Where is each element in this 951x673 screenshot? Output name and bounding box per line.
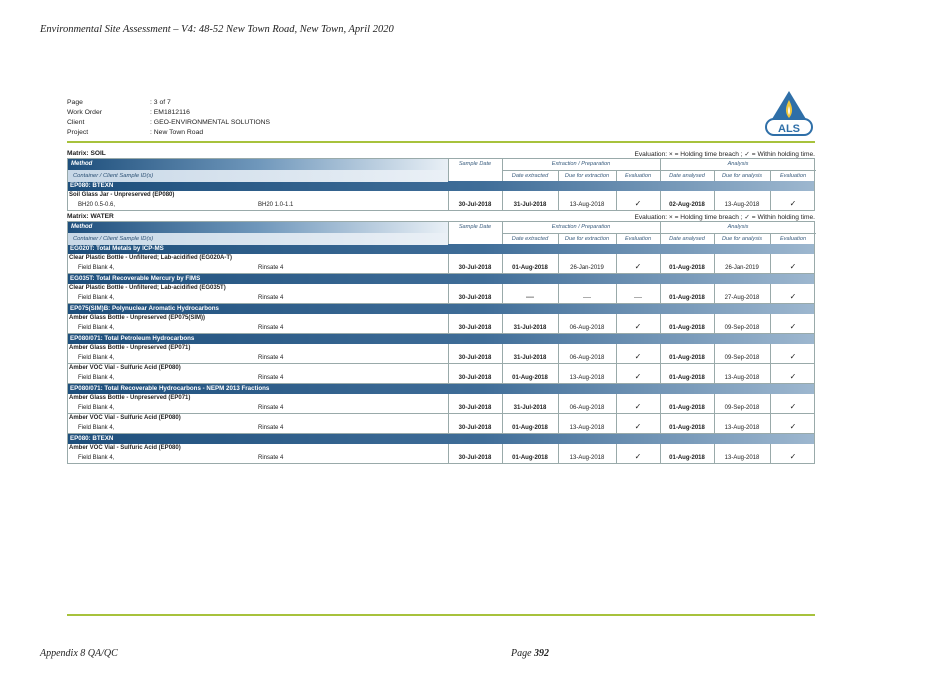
table-row bbox=[67, 364, 815, 384]
header-divider bbox=[714, 233, 715, 244]
date-extracted-cell: 31-Jul-2018 bbox=[513, 325, 547, 331]
due-extraction-header: Due for extraction bbox=[564, 173, 610, 179]
date-extracted-header: Date extracted bbox=[511, 236, 549, 242]
date-analysed-header: Date analysed bbox=[669, 173, 705, 179]
sample-id: Field Blank 4, bbox=[78, 355, 115, 361]
als-logo bbox=[762, 88, 816, 138]
sample-date-cell: 30-Jul-2018 bbox=[458, 325, 492, 331]
sample-date-cell: 30-Jul-2018 bbox=[458, 375, 492, 381]
due-analysis-cell: 27-Aug-2018 bbox=[724, 295, 760, 301]
container-header: Container / Client Sample ID(s) bbox=[68, 233, 448, 245]
meta-label: Work Order bbox=[67, 109, 102, 116]
row-divider bbox=[616, 314, 617, 333]
row-divider bbox=[448, 284, 449, 303]
container-name: Clear Plastic Bottle - Unfiltered; Lab-acidified (EG020A-T) bbox=[69, 255, 233, 261]
evaluation-cell: ✓ bbox=[789, 322, 797, 331]
due-extraction-cell: 06-Aug-2018 bbox=[569, 405, 605, 411]
evaluation-cell: ✓ bbox=[789, 452, 797, 461]
date-analysed-cell: 02-Aug-2018 bbox=[669, 202, 705, 208]
sample-id: Field Blank 4, bbox=[78, 265, 115, 271]
sample-id: BH20 0.5-0.6, bbox=[78, 202, 116, 208]
container-name: Soil Glass Jar - Unpreserved (EP080) bbox=[69, 192, 175, 198]
container-name: Amber VOC Vial - Sulfuric Acid (EP080) bbox=[69, 415, 181, 421]
evaluation-cell: ✓ bbox=[789, 402, 797, 411]
table-header bbox=[67, 221, 815, 244]
container-name: Amber Glass Bottle - Unpreserved (EP071) bbox=[69, 345, 191, 351]
header-divider bbox=[558, 233, 559, 244]
date-analysed-cell: 01-Aug-2018 bbox=[669, 295, 705, 301]
date-analysed-cell: 01-Aug-2018 bbox=[669, 265, 705, 271]
table-row bbox=[67, 394, 815, 414]
evaluation-cell: ---- bbox=[634, 295, 642, 301]
date-extracted-cell: 31-Jul-2018 bbox=[513, 405, 547, 411]
row-divider bbox=[660, 284, 661, 303]
due-analysis-cell: 13-Aug-2018 bbox=[724, 425, 760, 431]
footer-page-number bbox=[511, 648, 549, 659]
matrix-row bbox=[67, 148, 815, 158]
header-divider bbox=[770, 233, 771, 244]
evaluation-cell: ✓ bbox=[789, 262, 797, 271]
extraction-group-header: Extraction / Preparation bbox=[551, 161, 611, 167]
sample-date-cell: 30-Jul-2018 bbox=[458, 202, 492, 208]
container-name: Amber VOC Vial - Sulfuric Acid (EP080) bbox=[69, 365, 181, 371]
row-divider bbox=[448, 394, 449, 413]
sample-id: Field Blank 4, bbox=[78, 295, 115, 301]
row-divider bbox=[660, 191, 661, 210]
due-extraction-cell: 06-Aug-2018 bbox=[569, 355, 605, 361]
evaluation-cell: ✓ bbox=[634, 372, 642, 381]
date-analysed-cell: 01-Aug-2018 bbox=[669, 425, 705, 431]
row-divider bbox=[660, 364, 661, 383]
evaluation-cell: ✓ bbox=[789, 352, 797, 361]
method-section-title: EG035T: Total Recoverable Mercury by FIMS bbox=[67, 274, 815, 284]
row-divider bbox=[714, 364, 715, 383]
header-divider bbox=[448, 222, 449, 244]
sample-date-cell: 30-Jul-2018 bbox=[458, 265, 492, 271]
footer-page-value: 392 bbox=[534, 648, 550, 659]
date-analysed-cell: 01-Aug-2018 bbox=[669, 325, 705, 331]
matrix-label: Matrix: SOIL bbox=[67, 150, 106, 157]
row-divider bbox=[616, 444, 617, 463]
row-divider bbox=[502, 364, 503, 383]
row-divider bbox=[502, 254, 503, 273]
extraction-group-header: Extraction / Preparation bbox=[551, 224, 611, 230]
meta-row bbox=[67, 118, 270, 128]
table-row bbox=[67, 414, 815, 434]
date-extracted-cell: 01-Aug-2018 bbox=[512, 425, 548, 431]
due-extraction-cell: ---- bbox=[583, 295, 591, 301]
row-divider bbox=[616, 284, 617, 303]
header-divider bbox=[714, 170, 715, 181]
sample-date-cell: 30-Jul-2018 bbox=[458, 295, 492, 301]
due-extraction-cell: 13-Aug-2018 bbox=[569, 202, 605, 208]
header-rule bbox=[502, 170, 660, 171]
due-analysis-cell: 13-Aug-2018 bbox=[724, 455, 760, 461]
header-divider bbox=[616, 170, 617, 181]
date-extracted-cell: ---- bbox=[526, 295, 534, 301]
row-divider bbox=[448, 364, 449, 383]
meta-row bbox=[67, 98, 270, 108]
row-divider bbox=[714, 191, 715, 210]
evaluation-cell: ✓ bbox=[634, 422, 642, 431]
due-analysis-cell: 13-Aug-2018 bbox=[724, 375, 760, 381]
date-extracted-cell: 01-Aug-2018 bbox=[512, 375, 548, 381]
sample-date-cell: 30-Jul-2018 bbox=[458, 355, 492, 361]
report-meta bbox=[67, 98, 270, 138]
row-divider bbox=[714, 394, 715, 413]
method-section-title: EP080: BTEXN bbox=[67, 181, 815, 191]
row-divider bbox=[770, 284, 771, 303]
client-sample-id: Rinsate 4 bbox=[258, 325, 284, 331]
method-header: Method bbox=[68, 159, 448, 170]
date-analysed-cell: 01-Aug-2018 bbox=[669, 405, 705, 411]
row-divider bbox=[660, 344, 661, 363]
meta-value: : 3 of 7 bbox=[150, 99, 171, 106]
evaluation-cell: ✓ bbox=[789, 372, 797, 381]
sample-date-header: Sample Date bbox=[458, 224, 492, 230]
row-divider bbox=[558, 254, 559, 273]
footer-page-label: Page bbox=[511, 648, 532, 659]
row-divider bbox=[502, 394, 503, 413]
due-extraction-cell: 13-Aug-2018 bbox=[569, 455, 605, 461]
header-rule bbox=[660, 170, 816, 171]
due-extraction-cell: 13-Aug-2018 bbox=[569, 375, 605, 381]
container-name: Clear Plastic Bottle - Unfiltered; Lab-acidified (EG035T) bbox=[69, 285, 226, 291]
evaluation-header: Evaluation bbox=[624, 173, 652, 179]
table-row bbox=[67, 444, 815, 464]
evaluation-cell: ✓ bbox=[634, 199, 642, 208]
method-section-title: EP080/071: Total Petroleum Hydrocarbons bbox=[67, 334, 815, 344]
date-analysed-cell: 01-Aug-2018 bbox=[669, 455, 705, 461]
sample-id: Field Blank 4, bbox=[78, 405, 115, 411]
due-analysis-cell: 13-Aug-2018 bbox=[724, 202, 760, 208]
row-divider bbox=[770, 364, 771, 383]
sample-id: Field Blank 4, bbox=[78, 425, 115, 431]
sample-date-cell: 30-Jul-2018 bbox=[458, 455, 492, 461]
date-analysed-header: Date analysed bbox=[669, 236, 705, 242]
date-analysed-cell: 01-Aug-2018 bbox=[669, 375, 705, 381]
client-sample-id: Rinsate 4 bbox=[258, 295, 284, 301]
row-divider bbox=[714, 314, 715, 333]
meta-label: Client bbox=[67, 119, 85, 126]
row-divider bbox=[660, 394, 661, 413]
analysis-group-header: Analysis bbox=[727, 161, 749, 167]
meta-value: : New Town Road bbox=[150, 129, 204, 136]
client-sample-id: Rinsate 4 bbox=[258, 375, 284, 381]
row-divider bbox=[616, 414, 617, 433]
container-name: Amber VOC Vial - Sulfuric Acid (EP080) bbox=[69, 445, 181, 451]
due-extraction-cell: 13-Aug-2018 bbox=[569, 425, 605, 431]
row-divider bbox=[714, 414, 715, 433]
evaluation-header: Evaluation bbox=[624, 236, 652, 242]
row-divider bbox=[558, 344, 559, 363]
due-extraction-header: Due for extraction bbox=[564, 236, 610, 242]
row-divider bbox=[714, 284, 715, 303]
client-sample-id: Rinsate 4 bbox=[258, 355, 284, 361]
document-header: Environmental Site Assessment – V4: 48-52 New Town Road, New Town, April 2020 bbox=[40, 24, 394, 35]
evaluation-cell: ✓ bbox=[634, 262, 642, 271]
table-row bbox=[67, 314, 815, 334]
matrix-label: Matrix: WATER bbox=[67, 213, 114, 220]
footer-appendix: Appendix 8 QA/QC bbox=[40, 648, 118, 659]
evaluation2-header: Evaluation bbox=[779, 236, 807, 242]
row-divider bbox=[770, 414, 771, 433]
client-sample-id: Rinsate 4 bbox=[258, 425, 284, 431]
evaluation-cell: ✓ bbox=[789, 422, 797, 431]
container-name: Amber Glass Bottle - Unpreserved (EP075(SIM)) bbox=[69, 315, 206, 321]
row-divider bbox=[770, 444, 771, 463]
evaluation-cell: ✓ bbox=[789, 199, 797, 208]
due-analysis-cell: 26-Jan-2019 bbox=[725, 265, 759, 271]
table-row bbox=[67, 254, 815, 274]
header-divider bbox=[770, 170, 771, 181]
meta-value: : GEO-ENVIRONMENTAL SOLUTIONS bbox=[150, 119, 271, 126]
logo-text: ALS bbox=[778, 123, 800, 135]
row-divider bbox=[770, 394, 771, 413]
meta-row bbox=[67, 108, 270, 118]
sample-id: Field Blank 4, bbox=[78, 375, 115, 381]
container-name: Amber Glass Bottle - Unpreserved (EP071) bbox=[69, 395, 191, 401]
sample-date-cell: 30-Jul-2018 bbox=[458, 425, 492, 431]
row-divider bbox=[502, 314, 503, 333]
row-divider bbox=[714, 444, 715, 463]
sample-id: Field Blank 4, bbox=[78, 455, 115, 461]
evaluation-cell: ✓ bbox=[634, 452, 642, 461]
method-section-title: EG020T: Total Metals by ICP-MS bbox=[67, 244, 815, 254]
row-divider bbox=[448, 314, 449, 333]
row-divider bbox=[448, 191, 449, 210]
method-section-title: EP075(SIM)B: Polynuclear Aromatic Hydrocarbons bbox=[67, 304, 815, 314]
evaluation-legend: Evaluation: × = Holding time breach ; ✓ = Within holding time. bbox=[634, 151, 815, 158]
row-divider bbox=[616, 254, 617, 273]
header-rule bbox=[660, 233, 816, 234]
row-divider bbox=[714, 344, 715, 363]
evaluation-cell: ✓ bbox=[634, 352, 642, 361]
row-divider bbox=[660, 314, 661, 333]
header-rule bbox=[502, 233, 660, 234]
row-divider bbox=[616, 364, 617, 383]
row-divider bbox=[558, 284, 559, 303]
row-divider bbox=[558, 394, 559, 413]
due-analysis-cell: 09-Sep-2018 bbox=[724, 325, 760, 331]
evaluation-cell: ✓ bbox=[789, 292, 797, 301]
evaluation-cell: ✓ bbox=[634, 322, 642, 331]
method-section-title: EP080: BTEXN bbox=[67, 434, 815, 444]
row-divider bbox=[558, 444, 559, 463]
due-analysis-header: Due for analysis bbox=[721, 173, 763, 179]
analysis-group-header: Analysis bbox=[727, 224, 749, 230]
date-extracted-cell: 01-Aug-2018 bbox=[512, 455, 548, 461]
row-divider bbox=[448, 254, 449, 273]
meta-value: : EM1812116 bbox=[150, 109, 190, 116]
row-divider bbox=[558, 191, 559, 210]
header-divider bbox=[558, 170, 559, 181]
row-divider bbox=[558, 414, 559, 433]
matrix-row bbox=[67, 211, 815, 221]
date-extracted-cell: 31-Jul-2018 bbox=[513, 355, 547, 361]
row-divider bbox=[502, 284, 503, 303]
container-header: Container / Client Sample ID(s) bbox=[68, 170, 448, 182]
row-divider bbox=[558, 314, 559, 333]
date-extracted-header: Date extracted bbox=[511, 173, 549, 179]
row-divider bbox=[770, 254, 771, 273]
client-sample-id: Rinsate 4 bbox=[258, 265, 284, 271]
row-divider bbox=[660, 254, 661, 273]
date-extracted-cell: 31-Jul-2018 bbox=[513, 202, 547, 208]
header-divider bbox=[616, 233, 617, 244]
meta-row bbox=[67, 128, 270, 138]
row-divider bbox=[616, 344, 617, 363]
due-analysis-header: Due for analysis bbox=[721, 236, 763, 242]
row-divider bbox=[502, 444, 503, 463]
sample-date-cell: 30-Jul-2018 bbox=[458, 405, 492, 411]
due-extraction-cell: 26-Jan-2019 bbox=[570, 265, 604, 271]
table-header bbox=[67, 158, 815, 181]
meta-label: Project bbox=[67, 129, 89, 136]
row-divider bbox=[448, 344, 449, 363]
row-divider bbox=[448, 414, 449, 433]
due-analysis-cell: 09-Sep-2018 bbox=[724, 405, 760, 411]
date-extracted-cell: 01-Aug-2018 bbox=[512, 265, 548, 271]
row-divider bbox=[714, 254, 715, 273]
sample-id: Field Blank 4, bbox=[78, 325, 115, 331]
client-sample-id: BH20 1.0-1.1 bbox=[258, 202, 294, 208]
row-divider bbox=[616, 191, 617, 210]
row-divider bbox=[502, 414, 503, 433]
row-divider bbox=[616, 394, 617, 413]
evaluation-legend: Evaluation: × = Holding time breach ; ✓ = Within holding time. bbox=[634, 214, 815, 221]
meta-label: Page bbox=[67, 99, 83, 106]
due-extraction-cell: 06-Aug-2018 bbox=[569, 325, 605, 331]
green-rule-top bbox=[67, 141, 815, 143]
row-divider bbox=[502, 344, 503, 363]
client-sample-id: Rinsate 4 bbox=[258, 405, 284, 411]
sample-date-header: Sample Date bbox=[458, 161, 492, 167]
due-analysis-cell: 09-Sep-2018 bbox=[724, 355, 760, 361]
method-section-title: EP080/071: Total Recoverable Hydrocarbons - NEPM 2013 Fractions bbox=[67, 384, 815, 394]
table-row bbox=[67, 284, 815, 304]
method-header: Method bbox=[68, 222, 448, 233]
date-analysed-cell: 01-Aug-2018 bbox=[669, 355, 705, 361]
table-row bbox=[67, 191, 815, 211]
holding-time-table bbox=[67, 148, 815, 464]
row-divider bbox=[660, 414, 661, 433]
row-divider bbox=[770, 191, 771, 210]
row-divider bbox=[558, 364, 559, 383]
header-divider bbox=[448, 159, 449, 181]
row-divider bbox=[660, 444, 661, 463]
row-divider bbox=[770, 344, 771, 363]
green-rule-bottom bbox=[67, 614, 815, 616]
row-divider bbox=[448, 444, 449, 463]
evaluation2-header: Evaluation bbox=[779, 173, 807, 179]
client-sample-id: Rinsate 4 bbox=[258, 455, 284, 461]
row-divider bbox=[502, 191, 503, 210]
row-divider bbox=[770, 314, 771, 333]
table-row bbox=[67, 344, 815, 364]
evaluation-cell: ✓ bbox=[634, 402, 642, 411]
